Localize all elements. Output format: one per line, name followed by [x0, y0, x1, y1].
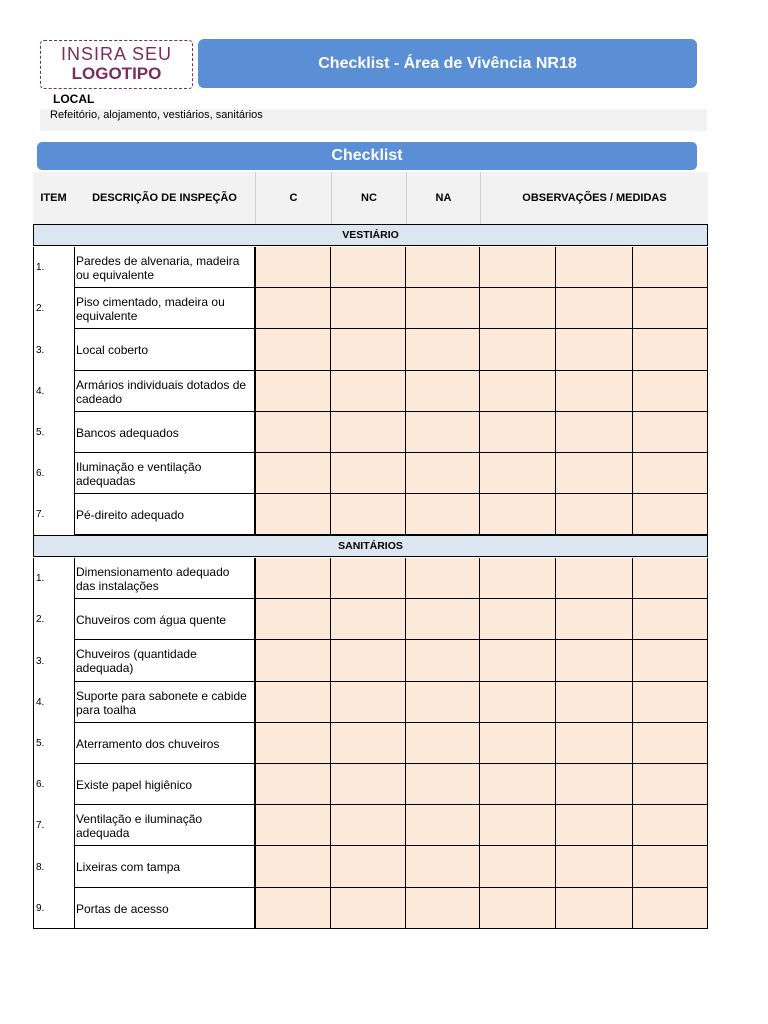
- observacoes-cell[interactable]: [633, 805, 708, 846]
- section-header: VESTIÁRIO: [33, 224, 708, 246]
- header-descricao: DESCRIÇÃO DE INSPEÇÃO: [74, 172, 255, 224]
- item-description: Ventilação e iluminação adequada: [74, 805, 255, 846]
- local-value: Refeitório, alojamento, vestiários, sanitários: [50, 109, 263, 121]
- check-c[interactable]: [255, 682, 331, 723]
- item-number: 8.: [33, 846, 75, 888]
- check-nc[interactable]: [331, 846, 406, 888]
- checklist-title: Checklist: [37, 142, 697, 170]
- check-nc[interactable]: [331, 412, 406, 453]
- check-c[interactable]: [255, 888, 331, 929]
- header-item: ITEM: [33, 172, 74, 224]
- observacoes-cell[interactable]: [633, 247, 708, 288]
- observacoes-cell[interactable]: [633, 412, 708, 453]
- item-number: 3.: [33, 640, 75, 682]
- check-c[interactable]: [255, 288, 331, 329]
- check-c[interactable]: [255, 412, 331, 453]
- observacoes-cell[interactable]: [480, 453, 556, 494]
- check-na[interactable]: [406, 764, 480, 805]
- item-number: 2.: [33, 599, 75, 640]
- item-number: 3.: [33, 329, 75, 371]
- check-na[interactable]: [406, 288, 480, 329]
- item-description: Dimensionamento adequado das instalações: [74, 558, 255, 599]
- item-description: Lixeiras com tampa: [74, 846, 255, 888]
- observacoes-cell[interactable]: [480, 599, 556, 640]
- observacoes-cell[interactable]: [480, 371, 556, 412]
- observacoes-cell[interactable]: [633, 599, 708, 640]
- check-na[interactable]: [406, 723, 480, 764]
- check-na[interactable]: [406, 805, 480, 846]
- observacoes-cell[interactable]: [556, 805, 633, 846]
- observacoes-cell[interactable]: [480, 723, 556, 764]
- check-na[interactable]: [406, 453, 480, 494]
- observacoes-cell[interactable]: [480, 247, 556, 288]
- observacoes-cell[interactable]: [556, 494, 633, 535]
- check-nc[interactable]: [331, 453, 406, 494]
- item-description: Chuveiros com água quente: [74, 599, 255, 640]
- check-nc[interactable]: [331, 682, 406, 723]
- item-description: Local coberto: [74, 329, 255, 371]
- check-nc[interactable]: [331, 723, 406, 764]
- check-nc[interactable]: [331, 247, 406, 288]
- observacoes-cell[interactable]: [633, 453, 708, 494]
- check-c[interactable]: [255, 247, 331, 288]
- header-observacoes: OBSERVAÇÕES / MEDIDAS: [480, 172, 708, 224]
- item-number: 4.: [33, 371, 75, 412]
- item-description: Existe papel higiênico: [74, 764, 255, 805]
- observacoes-cell[interactable]: [633, 558, 708, 599]
- observacoes-cell[interactable]: [556, 412, 633, 453]
- item-number: 1.: [33, 247, 75, 288]
- observacoes-cell[interactable]: [556, 558, 633, 599]
- check-na[interactable]: [406, 247, 480, 288]
- check-c[interactable]: [255, 640, 331, 682]
- observacoes-cell[interactable]: [556, 288, 633, 329]
- check-na[interactable]: [406, 846, 480, 888]
- check-nc[interactable]: [331, 558, 406, 599]
- observacoes-cell[interactable]: [480, 682, 556, 723]
- item-description: Piso cimentado, madeira ou equivalente: [74, 288, 255, 329]
- observacoes-cell[interactable]: [633, 494, 708, 535]
- observacoes-cell[interactable]: [556, 453, 633, 494]
- item-number: 9.: [33, 888, 75, 929]
- logo-line-1: INSIRA SEU: [60, 44, 173, 64]
- check-c[interactable]: [255, 764, 331, 805]
- item-description: Paredes de alvenaria, madeira ou equivalente: [74, 247, 255, 288]
- header-nc: NC: [331, 172, 406, 224]
- check-na[interactable]: [406, 599, 480, 640]
- item-number: 2.: [33, 288, 75, 329]
- check-c[interactable]: [255, 846, 331, 888]
- observacoes-cell[interactable]: [480, 640, 556, 682]
- check-c[interactable]: [255, 329, 331, 371]
- observacoes-cell[interactable]: [556, 723, 633, 764]
- check-nc[interactable]: [331, 764, 406, 805]
- check-na[interactable]: [406, 640, 480, 682]
- item-number: 5.: [33, 723, 75, 764]
- check-c[interactable]: [255, 599, 331, 640]
- observacoes-cell[interactable]: [633, 723, 708, 764]
- item-number: 1.: [33, 558, 75, 599]
- item-description: Iluminação e ventilação adequadas: [74, 453, 255, 494]
- observacoes-cell[interactable]: [480, 846, 556, 888]
- check-nc[interactable]: [331, 888, 406, 929]
- check-c[interactable]: [255, 805, 331, 846]
- section-header: SANITÁRIOS: [33, 535, 708, 557]
- local-label: LOCAL: [53, 92, 95, 106]
- check-c[interactable]: [255, 558, 331, 599]
- item-description: Suporte para sabonete e cabide para toalha: [74, 682, 255, 723]
- observacoes-cell[interactable]: [556, 329, 633, 371]
- check-na[interactable]: [406, 329, 480, 371]
- observacoes-cell[interactable]: [633, 640, 708, 682]
- check-nc[interactable]: [331, 371, 406, 412]
- observacoes-cell[interactable]: [556, 640, 633, 682]
- observacoes-cell[interactable]: [480, 494, 556, 535]
- check-na[interactable]: [406, 682, 480, 723]
- observacoes-cell[interactable]: [556, 682, 633, 723]
- check-nc[interactable]: [331, 494, 406, 535]
- observacoes-cell[interactable]: [480, 764, 556, 805]
- observacoes-cell[interactable]: [480, 288, 556, 329]
- header-c: C: [255, 172, 331, 224]
- observacoes-cell[interactable]: [633, 371, 708, 412]
- observacoes-cell[interactable]: [633, 329, 708, 371]
- check-na[interactable]: [406, 558, 480, 599]
- item-number: 6.: [33, 453, 75, 494]
- check-c[interactable]: [255, 453, 331, 494]
- observacoes-cell[interactable]: [556, 846, 633, 888]
- observacoes-cell[interactable]: [633, 288, 708, 329]
- observacoes-cell[interactable]: [480, 412, 556, 453]
- header-na: NA: [406, 172, 480, 224]
- check-nc[interactable]: [331, 329, 406, 371]
- item-description: Aterramento dos chuveiros: [74, 723, 255, 764]
- observacoes-cell[interactable]: [480, 888, 556, 929]
- check-na[interactable]: [406, 888, 480, 929]
- item-description: Portas de acesso: [74, 888, 255, 929]
- observacoes-cell[interactable]: [556, 888, 633, 929]
- observacoes-cell[interactable]: [633, 888, 708, 929]
- logo-line-2: LOGOTIPO: [71, 64, 162, 83]
- observacoes-cell[interactable]: [633, 764, 708, 805]
- check-nc[interactable]: [331, 805, 406, 846]
- check-na[interactable]: [406, 371, 480, 412]
- check-nc[interactable]: [331, 640, 406, 682]
- check-nc[interactable]: [331, 599, 406, 640]
- row-divider: [33, 928, 75, 929]
- check-c[interactable]: [255, 494, 331, 535]
- observacoes-cell[interactable]: [480, 329, 556, 371]
- observacoes-cell[interactable]: [633, 682, 708, 723]
- item-number: 6.: [33, 764, 75, 805]
- observacoes-cell[interactable]: [556, 371, 633, 412]
- item-number: 4.: [33, 682, 75, 723]
- observacoes-cell[interactable]: [556, 599, 633, 640]
- check-c[interactable]: [255, 723, 331, 764]
- observacoes-cell[interactable]: [556, 764, 633, 805]
- item-description: Bancos adequados: [74, 412, 255, 453]
- item-description: Chuveiros (quantidade adequada): [74, 640, 255, 682]
- observacoes-cell[interactable]: [480, 805, 556, 846]
- item-number: 7.: [33, 494, 75, 535]
- item-description: Armários individuais dotados de cadeado: [74, 371, 255, 412]
- check-na[interactable]: [406, 494, 480, 535]
- row-divider: [74, 928, 708, 929]
- check-c[interactable]: [255, 371, 331, 412]
- observacoes-cell[interactable]: [556, 247, 633, 288]
- item-description: Pé-direito adequado: [74, 494, 255, 535]
- document-title: Checklist - Área de Vivência NR18: [198, 39, 697, 88]
- observacoes-cell[interactable]: [480, 558, 556, 599]
- observacoes-cell[interactable]: [633, 846, 708, 888]
- item-number: 5.: [33, 412, 75, 453]
- check-nc[interactable]: [331, 288, 406, 329]
- check-na[interactable]: [406, 412, 480, 453]
- item-number: 7.: [33, 805, 75, 846]
